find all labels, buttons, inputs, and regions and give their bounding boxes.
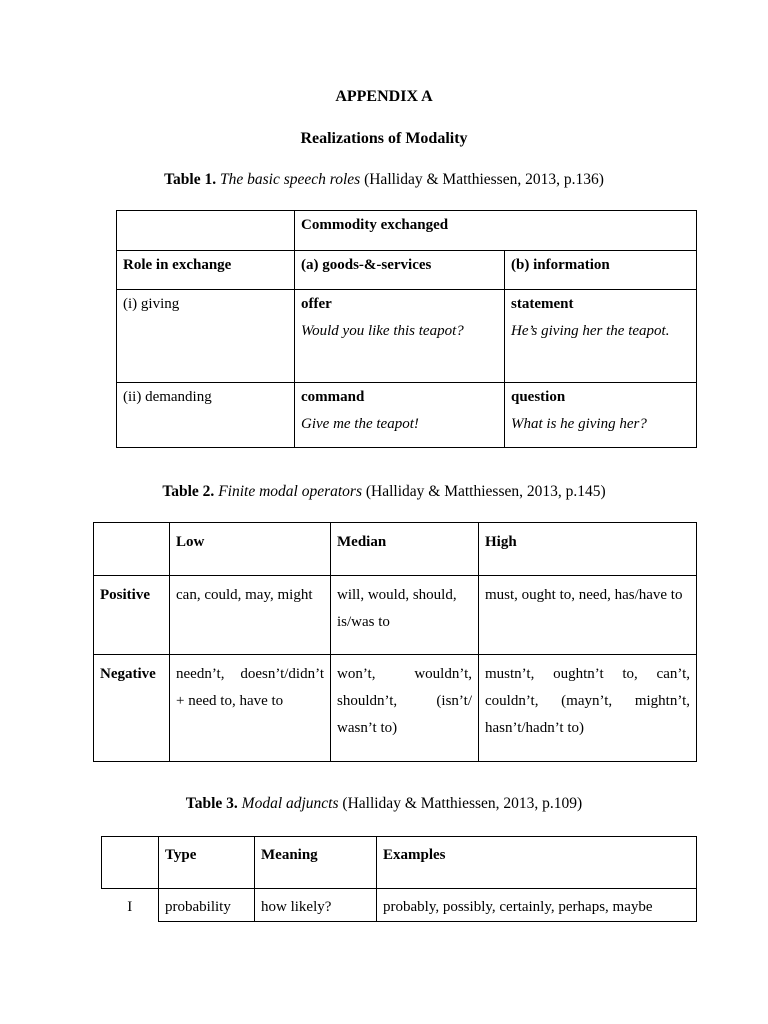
table2-caption-title: Finite modal operators	[218, 483, 362, 500]
goods-cell	[295, 290, 505, 383]
modal-adjuncts-table	[101, 836, 697, 922]
table-row	[94, 576, 697, 655]
speech-function-label: question	[511, 389, 566, 405]
table-row	[117, 251, 697, 290]
table1-caption-label: Table 1.	[164, 171, 217, 188]
speech-roles-table	[116, 210, 697, 448]
commodity-header: Commodity exchanged	[295, 211, 697, 251]
table-cell-empty	[102, 837, 159, 889]
goods-cell	[295, 383, 505, 448]
table3-caption-source: (Halliday & Matthiessen, 2013, p.109)	[342, 795, 583, 812]
type-cell: probability	[159, 889, 255, 922]
speech-function-label: offer	[301, 296, 332, 312]
examples-header: Examples	[377, 837, 697, 889]
polarity-cell: Positive	[94, 576, 170, 655]
low-header: Low	[170, 523, 331, 576]
role-cell: (ii) demanding	[117, 383, 295, 448]
high-cell: mustn’t, oughtn’t to, can’t, couldn’t, (mayn’t, mightn’t, hasn’t/hadn’t to)	[479, 655, 697, 762]
examples-cell: probably, possibly, certainly, perhaps, maybe	[377, 889, 697, 922]
meaning-cell: how likely?	[255, 889, 377, 922]
information-header: (b) information	[505, 251, 697, 290]
table3-caption-title: Modal adjuncts	[241, 795, 339, 812]
table2-caption-label: Table 2.	[162, 483, 215, 500]
high-header: High	[479, 523, 697, 576]
information-cell	[505, 383, 697, 448]
speech-function-example: Would you like this teapot?	[301, 323, 464, 339]
table-row	[102, 889, 697, 922]
table1-caption-source: (Halliday & Matthiessen, 2013, p.136)	[364, 171, 604, 188]
speech-function-example: Give me the teapot!	[301, 416, 419, 432]
median-cell: will, would, should, is/was to	[331, 576, 479, 655]
speech-function-label: statement	[511, 296, 574, 312]
table3-caption-label: Table 3.	[185, 795, 238, 812]
median-header: Median	[331, 523, 479, 576]
low-cell: can, could, may, might	[170, 576, 331, 655]
meaning-header: Meaning	[255, 837, 377, 889]
table-row	[94, 523, 697, 576]
role-cell: (i) giving	[117, 290, 295, 383]
table-row	[102, 837, 697, 889]
table-row	[117, 211, 697, 251]
median-cell: won’t, wouldn’t, shouldn’t, (isn’t/ wasn’t to)	[331, 655, 479, 762]
table2-caption-source: (Halliday & Matthiessen, 2013, p.145)	[365, 483, 606, 500]
table2-caption	[0, 483, 768, 501]
table-row	[117, 383, 697, 448]
table-row	[94, 655, 697, 762]
appendix-heading: APPENDIX A	[335, 88, 433, 105]
type-header: Type	[159, 837, 255, 889]
goods-services-header: (a) goods-&-services	[295, 251, 505, 290]
speech-function-example: He’s giving her the teapot.	[511, 323, 670, 339]
low-cell: needn’t, doesn’t/didn’t + need to, have to	[170, 655, 331, 762]
table-cell-empty	[94, 523, 170, 576]
speech-function-example: What is he giving her?	[511, 416, 647, 432]
table1-caption	[0, 171, 768, 189]
role-header: Role in exchange	[117, 251, 295, 290]
high-cell: must, ought to, need, has/have to	[479, 576, 697, 655]
polarity-cell: Negative	[94, 655, 170, 762]
table-row	[117, 290, 697, 383]
table1-caption-title: The basic speech roles	[220, 171, 361, 188]
table3-caption	[0, 795, 768, 813]
speech-function-label: command	[301, 389, 365, 405]
appendix-subheading: Realizations of Modality	[300, 130, 468, 147]
number-cell: I	[102, 889, 159, 922]
modal-operators-table	[93, 522, 697, 762]
information-cell	[505, 290, 697, 383]
table-cell-empty	[117, 211, 295, 251]
